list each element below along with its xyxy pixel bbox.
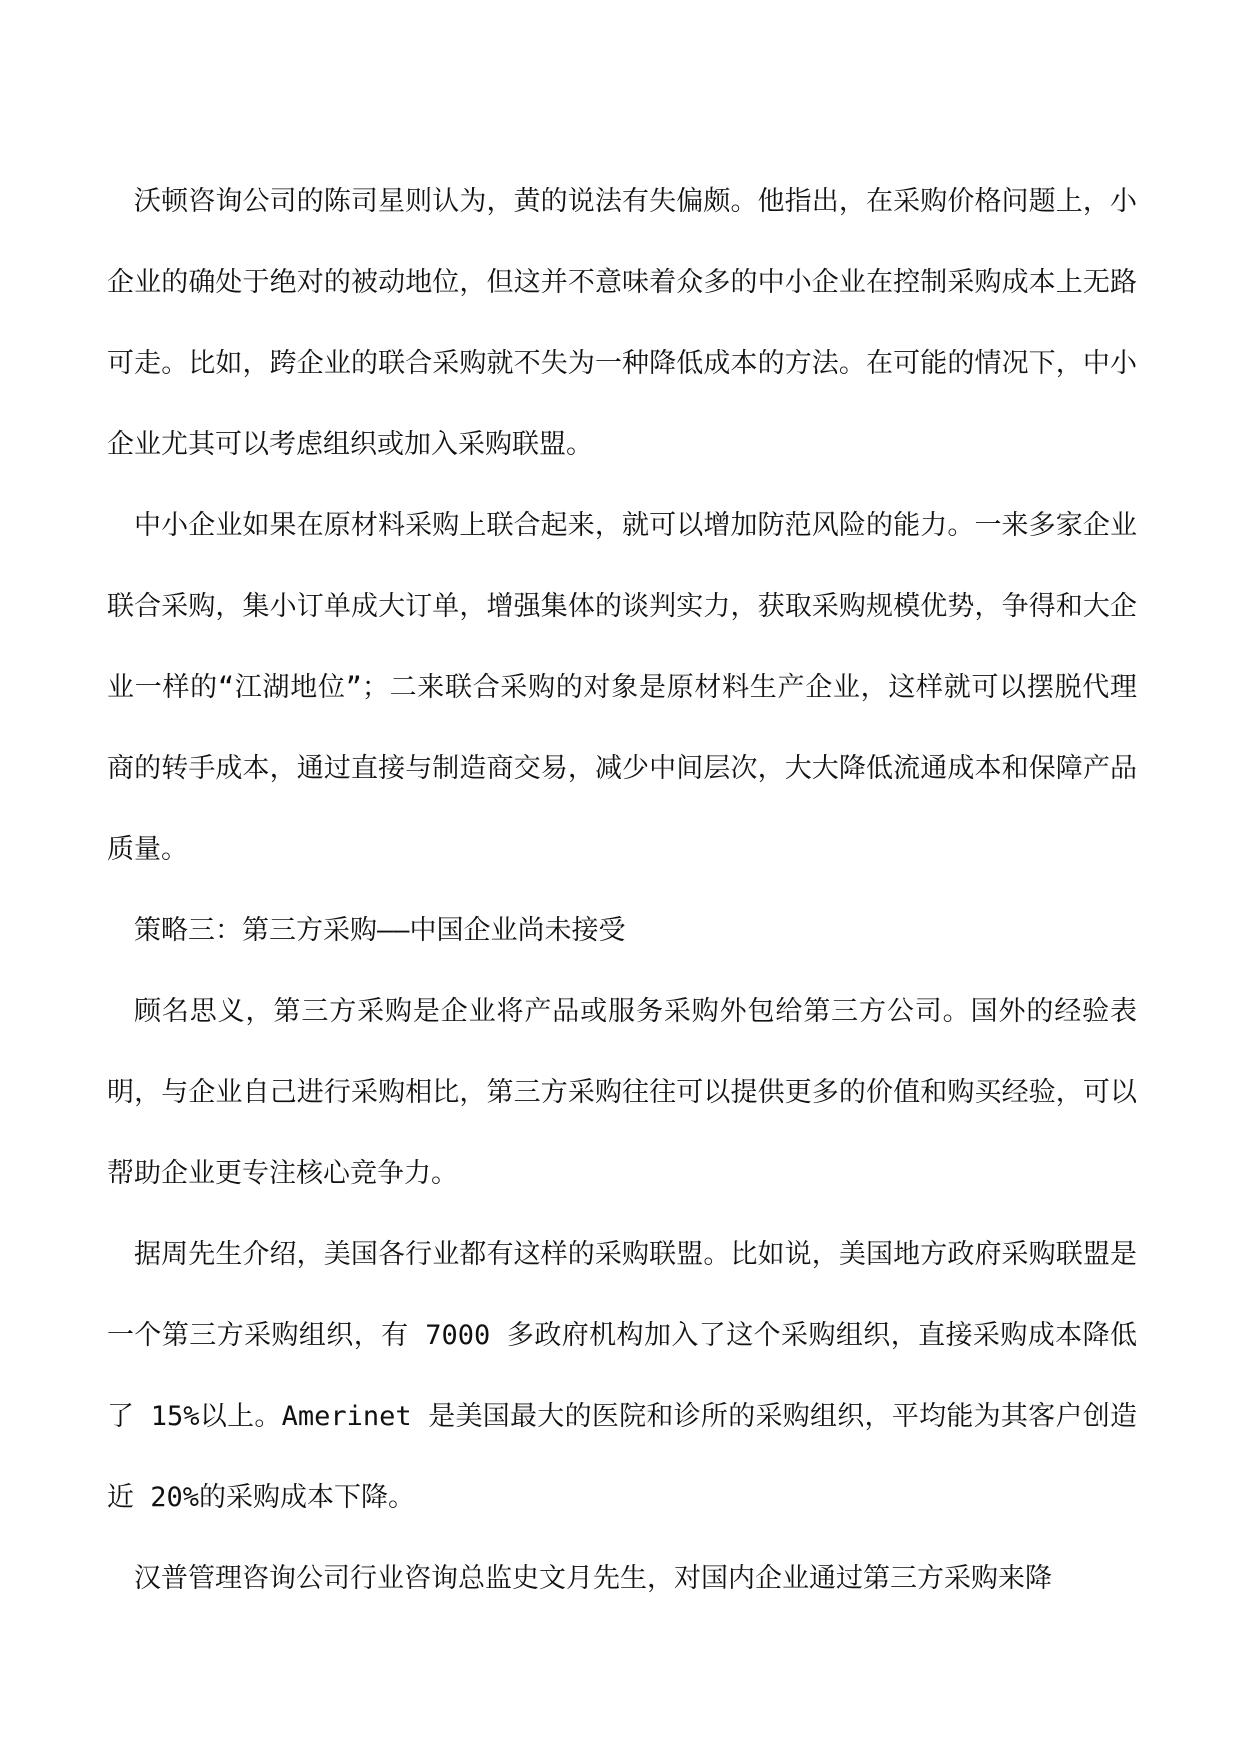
paragraph-1: 沃顿咨询公司的陈司星则认为，黄的说法有失偏颇。他指出，在采购价格问题上，小企业的确处于绝对的被动地位，但这并不意味着众多的中小企业在控制采购成本上无路可走。比如，跨企业的联合采购就不失为一种降低成本的方法。在可能的情况下，中小企业尤其可以考虑组织或加入采购联盟。 <box>107 186 1137 460</box>
paragraph-2: 中小企业如果在原材料采购上联合起来，就可以增加防范风险的能力。一来多家企业联合采购，集小订单成大订单，增强集体的谈判实力，获取采购规模优势，争得和大企业一样的“江湖地位”；二来联合采购的对象是原材料生产企业，这样就可以摆脱代理商的转手成本，通过直接与制造商交易，减少中间层次，大大降低流通成本和保障产品质量。 <box>107 510 1137 865</box>
document-body <box>107 161 1137 1619</box>
paragraph-3: 顾名思义，第三方采购是企业将产品或服务采购外包给第三方公司。国外的经验表明，与企业自己进行采购相比，第三方采购往往可以提供更多的价值和购买经验，可以帮助企业更专注核心竞争力。 <box>107 996 1137 1189</box>
paragraph-4: 据周先生介绍，美国各行业都有这样的采购联盟。比如说，美国地方政府采购联盟是一个第三方采购组织，有 7000 多政府机构加入了这个采购组织，直接采购成本降低了 15%以上。Amerinet 是美国最大的医院和诊所的采购组织，平均能为其客户创造近 20%的采购成本下降。 <box>107 1239 1137 1513</box>
section-heading: 策略三：第三方采购——中国企业尚未接受 <box>134 915 626 946</box>
paragraph-5: 汉普管理咨询公司行业咨询总监史文月先生，对国内企业通过第三方采购来降 <box>134 1563 1052 1594</box>
